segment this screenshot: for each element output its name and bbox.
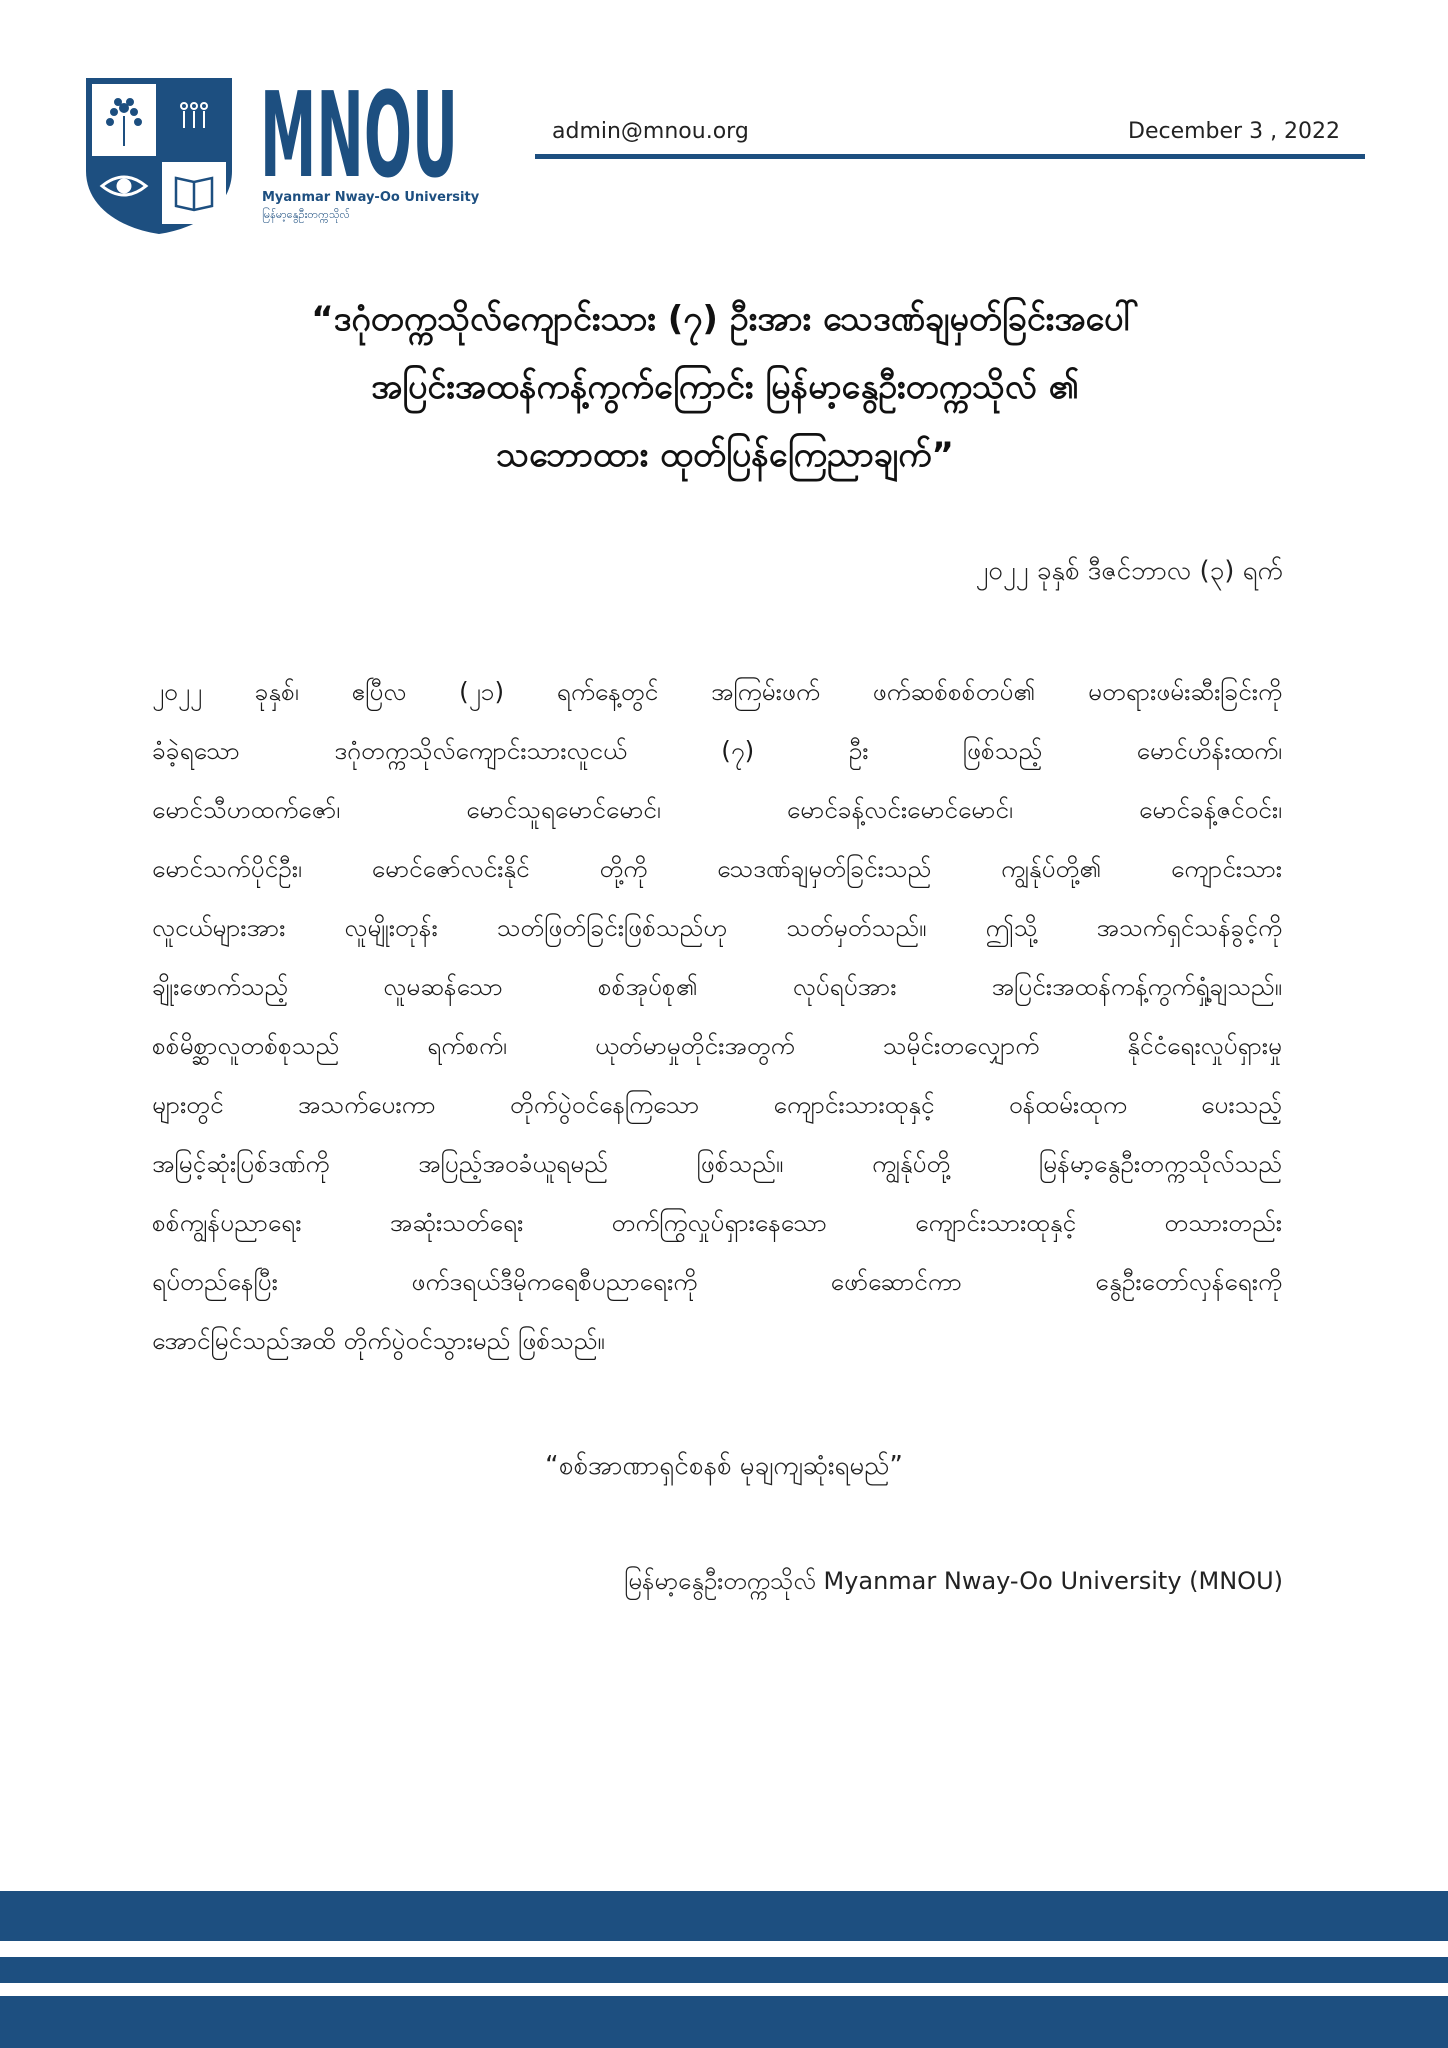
title-line-3: သဘောထား ထုတ်ပြန်ကြေညာချက်” bbox=[496, 435, 954, 475]
logo-caption: Myanmar Nway-Oo University bbox=[262, 190, 480, 205]
statement-body bbox=[152, 662, 1282, 1370]
body-line: အမြင့်ဆုံးပြစ်ဒဏ်ကို အပြည့်အဝခံယူရမည် ဖြစ်သည်။ ကျွန်ုပ်တို့ မြန်မာ့နွေဦးတက္ကသိုလ်သည် bbox=[152, 1149, 1282, 1178]
body-line: ရပ်တည်နေပြီး ဖက်ဒရယ်ဒီမိုကရေစီပညာရေးကို ဖော်ဆောင်ကာ နွေဦးတော်လှန်ရေးကို bbox=[152, 1267, 1282, 1296]
title-line-1: “ဒဂုံတက္ကသိုလ်ကျောင်းသား (၇) ဦးအား သေဒဏ်ချမှတ်ခြင်းအပေါ် bbox=[311, 299, 1139, 339]
university-logo-shield bbox=[84, 76, 234, 236]
contact-email[interactable]: admin@mnou.org bbox=[552, 119, 749, 144]
body-line: မောင်သီဟထက်ဇော်၊ မောင်သူရမောင်မောင်၊ မောင်ခန့်လင်းမောင်မောင်၊ မောင်ခန့်ဇင်ဝင်း၊ bbox=[152, 795, 1282, 824]
slogan: “စစ်အာဏာရှင်စနစ် မုချကျဆုံးရမည်” bbox=[545, 1451, 903, 1481]
mnou-wordmark bbox=[260, 76, 460, 188]
statement-title bbox=[150, 285, 1300, 489]
logo-caption-mm: မြန်မာ့နွေဦးတက္ကသိုလ် bbox=[262, 208, 350, 221]
body-line: စစ်ကျွန်ပညာရေး အဆုံးသတ်ရေး တက်ကြွလှုပ်ရှားနေသော ကျောင်းသားထုနှင့် တသားတည်း bbox=[152, 1208, 1282, 1237]
body-line: ချိုးဖောက်သည့် လူမဆန်သော စစ်အုပ်စု၏ လုပ်ရပ်အား အပြင်းအထန်ကန့်ကွက်ရှုံ့ချသည်။ bbox=[152, 972, 1282, 1001]
svg-text:MNOU: MNOU bbox=[260, 76, 458, 188]
signature: မြန်မာ့နွေဦးတက္ကသိုလ် Myanmar Nway-Oo University (MNOU) bbox=[624, 1567, 1283, 1595]
body-line: စစ်မိစ္ဆာလူတစ်စုသည် ရက်စက်၊ ယုတ်မာမှုတိုင်းအတွက် သမိုင်းတလျှောက် နိုင်ငံရေးလှုပ်ရှားမှု bbox=[152, 1031, 1282, 1060]
header-divider bbox=[535, 154, 1365, 159]
header-date: December 3 , 2022 bbox=[1128, 119, 1341, 144]
statement-date: ၂၀၂၂ ခုနှစ် ဒီဇင်ဘာလ (၃) ရက် bbox=[975, 556, 1283, 586]
footer-band-bottom bbox=[0, 1996, 1448, 2048]
footer-band-middle bbox=[0, 1957, 1448, 1983]
body-line: မောင်သက်ပိုင်ဦး၊ မောင်ဇော်လင်းနိုင် တို့ကို သေဒဏ်ချမှတ်ခြင်းသည် ကျွန်ုပ်တို့၏ ကျောင်းသား bbox=[152, 854, 1282, 883]
body-line: ခံခဲ့ရသော ဒဂုံတက္ကသိုလ်ကျောင်းသားလူငယ် (၇) ဦး ဖြစ်သည့် မောင်ဟိန်းထက်၊ bbox=[152, 736, 1282, 765]
title-line-2: အပြင်းအထန်ကန့်ကွက်ကြောင်း မြန်မာ့နွေဦးတက္ကသိုလ် ၏ bbox=[371, 367, 1079, 407]
body-line: အောင်မြင်သည်အထိ တိုက်ပွဲဝင်သွားမည် ဖြစ်သည်။ bbox=[152, 1326, 605, 1355]
body-line: ၂၀၂၂ ခုနှစ်၊ ဧပြီလ (၂၁) ရက်နေ့တွင် အကြမ်းဖက် ဖက်ဆစ်စစ်တပ်၏ မတရားဖမ်းဆီးခြင်းကို bbox=[152, 677, 1282, 706]
body-line: လူငယ်များအား လူမျိုးတုန်း သတ်ဖြတ်ခြင်းဖြစ်သည်ဟု သတ်မှတ်သည်။ ဤသို့ အသက်ရှင်သန်ခွင့်ကို bbox=[152, 913, 1282, 942]
body-line: များတွင် အသက်ပေးကာ တိုက်ပွဲဝင်နေကြသော ကျောင်းသားထုနှင့် ဝန်ထမ်းထုက ပေးသည့် bbox=[152, 1090, 1282, 1119]
footer-band-top bbox=[0, 1891, 1448, 1941]
